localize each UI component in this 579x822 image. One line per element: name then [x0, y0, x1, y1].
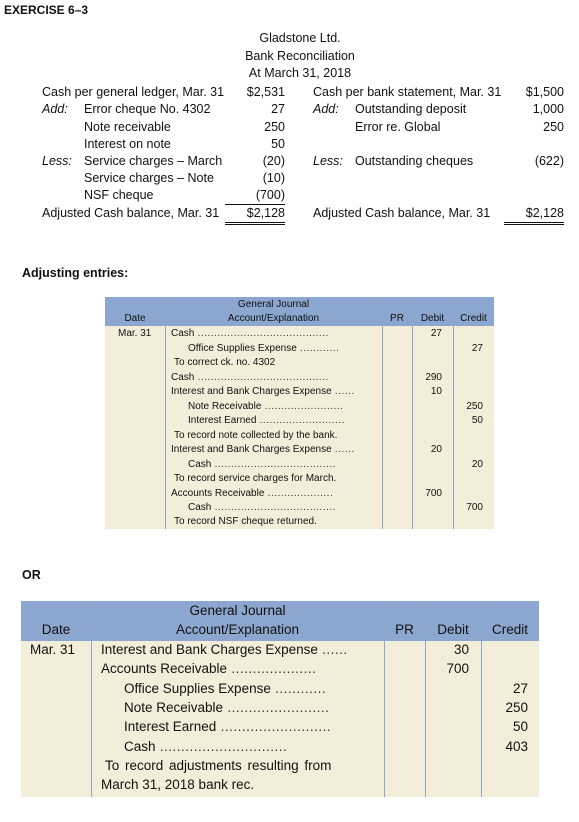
- bank-less-label: Less:: [313, 154, 343, 168]
- journal-row-account: Note Receivable ........................: [124, 700, 330, 715]
- bank-add-item: Error re. Global: [355, 120, 441, 134]
- journal-detailed: [105, 297, 494, 529]
- book-less-amount: (700): [225, 187, 285, 205]
- col-date: Date: [124, 313, 146, 324]
- book-add-item: Error cheque No. 4302: [84, 102, 211, 116]
- journal-row-account: Interest and Bank Charges Expense ......: [171, 444, 355, 455]
- exercise-title: EXERCISE 6–3: [4, 3, 89, 17]
- book-header-label: Cash per general ledger, Mar. 31: [42, 85, 225, 99]
- journal-row-credit: 50: [471, 415, 483, 426]
- book-less-label: Less:: [42, 154, 72, 168]
- journal-row-credit: 20: [471, 459, 483, 470]
- journal-row-credit: 250: [466, 401, 483, 412]
- journal-row-account: Cash .....................................: [188, 502, 336, 513]
- col-credit: Credit: [491, 622, 528, 637]
- journal-row-explanation: To correct ck. no. 4302: [174, 357, 276, 368]
- report-date: At March 31, 2018: [248, 66, 352, 80]
- book-add-amount: 250: [264, 120, 285, 134]
- journal-row-explanation: To record NSF cheque returned.: [174, 516, 317, 527]
- journal-row-account: Interest Earned ..........................: [188, 415, 345, 426]
- col-date: Date: [41, 622, 71, 637]
- journal-row-debit: 290: [425, 372, 442, 383]
- book-add-amount: 50: [271, 137, 285, 151]
- journal-row-account: Accounts Receivable ....................: [171, 488, 334, 499]
- journal-row-credit: 700: [466, 502, 483, 513]
- book-header-amount: $2,531: [246, 85, 285, 99]
- journal-combined: [21, 601, 539, 797]
- book-less-amount: (20): [262, 154, 285, 168]
- journal-row-explanation: To record service charges for March.: [174, 473, 337, 484]
- book-less-item: Service charges – Note: [84, 171, 214, 185]
- book-less-item: NSF cheque: [84, 188, 154, 202]
- bank-less-item: Outstanding cheques: [355, 154, 474, 168]
- bank-less-amount: (622): [534, 154, 564, 168]
- journal-explanation-line: To record adjustments resulting from: [105, 758, 332, 773]
- journal-row-debit: 700: [425, 488, 442, 499]
- col-credit: Credit: [460, 313, 487, 324]
- col-pr: PR: [390, 313, 404, 324]
- journal-row-debit: 700: [446, 661, 469, 676]
- journal-row-explanation: To record note collected by the bank.: [174, 430, 338, 441]
- journal-explanation-line: March 31, 2018 bank rec.: [101, 777, 255, 792]
- bank-add-item: Outstanding deposit: [355, 102, 467, 116]
- book-adjusted-label: Adjusted Cash balance, Mar. 31: [42, 206, 220, 220]
- bank-add-amount: 250: [543, 120, 564, 134]
- journal-row-credit: 27: [512, 681, 528, 696]
- journal-row-credit: 250: [505, 700, 528, 715]
- journal-row-debit: 20: [430, 444, 442, 455]
- journal-row-account: Interest Earned ..........................: [124, 719, 332, 734]
- col-pr: PR: [395, 622, 414, 637]
- book-add-item: Interest on note: [84, 137, 171, 151]
- book-less-amount: (10): [262, 171, 285, 185]
- journal-row-account: Note Receivable ........................: [188, 401, 344, 412]
- bank-header-amount: $1,500: [525, 85, 564, 99]
- journal-row-account: Interest and Bank Charges Expense ......: [101, 642, 348, 657]
- book-add-item: Note receivable: [84, 120, 171, 134]
- journal-row-credit: 403: [505, 739, 528, 754]
- bank-adjusted-amount: $2,128: [504, 205, 564, 225]
- bank-adjusted-label: Adjusted Cash balance, Mar. 31: [313, 206, 491, 220]
- journal-title: General Journal: [189, 603, 286, 618]
- journal-row-account: Accounts Receivable ....................: [101, 661, 317, 676]
- entry-date: Mar. 31: [118, 328, 152, 339]
- entry-date: Mar. 31: [30, 642, 76, 657]
- or-label: OR: [22, 568, 41, 582]
- journal-row-debit: 27: [430, 328, 442, 339]
- adjusting-heading: Adjusting entries:: [22, 266, 129, 280]
- bank-add-label: Add:: [313, 102, 339, 116]
- journal-row-credit: 27: [471, 343, 483, 354]
- journal-row-account: Cash ........................................: [171, 372, 329, 383]
- journal-row-account: Cash ........................................: [171, 328, 329, 339]
- company-name: Gladstone Ltd.: [259, 31, 341, 45]
- journal-row-credit: 50: [512, 719, 528, 734]
- col-debit: Debit: [420, 313, 445, 324]
- report-name: Bank Reconciliation: [245, 49, 355, 63]
- bank-add-amount: 1,000: [532, 102, 564, 116]
- journal-row-debit: 30: [453, 642, 469, 657]
- journal-row-account: Office Supplies Expense ............: [188, 343, 340, 354]
- bank-header-label: Cash per bank statement, Mar. 31: [313, 85, 502, 99]
- col-account: Account/Explanation: [175, 622, 300, 637]
- journal-row-account: Office Supplies Expense ............: [124, 681, 327, 696]
- book-adjusted-amount: $2,128: [225, 205, 285, 225]
- book-add-label: Add:: [42, 102, 68, 116]
- journal-row-account: Interest and Bank Charges Expense ......: [171, 386, 355, 397]
- col-account: Account/Explanation: [227, 313, 320, 324]
- book-add-amount: 27: [271, 102, 285, 116]
- journal-title: General Journal: [237, 299, 310, 310]
- book-less-item: Service charges – March: [84, 154, 223, 168]
- journal-row-account: Cash .....................................: [188, 459, 336, 470]
- journal-row-account: Cash ..............................: [124, 739, 288, 754]
- journal-row-debit: 10: [430, 386, 442, 397]
- col-debit: Debit: [437, 622, 469, 637]
